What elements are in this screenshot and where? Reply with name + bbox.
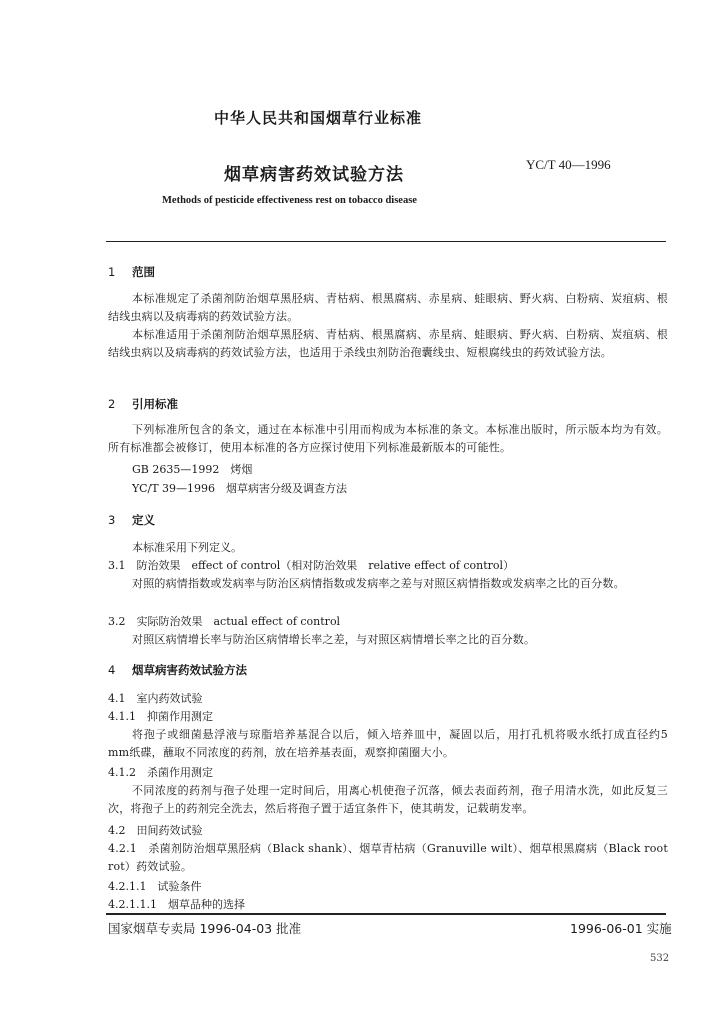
header-divider xyxy=(106,241,666,242)
section-3-intro: 本标准采用下列定义。 xyxy=(132,541,242,554)
definition-3-1-heading: 3.1 防治效果 effect of control（相对防治效果 relative effect of control） xyxy=(108,559,515,572)
subsection-4-1-2-body: 不同浓度的药剂与孢子处理一定时间后，用离心机使孢子沉落，倾去表面药剂，孢子用清水洗，如此反复三次，将孢子上的药剂完全洗去，然后将孢子置于适宜条件下，使其萌发，记载萌发率。 xyxy=(108,784,668,815)
subsection-4-1-1-body: 将孢子或细菌悬浮液与琼脂培养基混合以后，倾入培养皿中，凝固以后，用打孔机将吸水纸打成直径约5 mm纸碟，蘸取不同浓度的药剂，放在培养基表面，观察抑菌圈大小。 xyxy=(108,728,668,759)
footer-divider xyxy=(106,913,666,915)
section-title: 引用标准 xyxy=(132,397,178,411)
section-1-paragraph-2: 本标准适用于杀菌剂防治烟草黑胫病、青枯病、根黑腐病、赤星病、蛙眼病、野火病、白粉病、炭疽病、根结线虫病以及病毒病的药效试验方法，也适用于杀线虫剂防治孢囊线虫、短根腐线虫的药效试验方法。 xyxy=(108,328,668,359)
subsection-4-2-1-body: 4.2.1 杀菌剂防治烟草黑胫病（Black shank）、烟草青枯病（Granuville wilt）、烟草根黑腐病（Black root rot）药效试验。 xyxy=(108,842,668,873)
subsection-4-1: 4.1 室内药效试验 xyxy=(108,692,203,705)
section-2-paragraph: 下列标准所包含的条文，通过在本标准中引用而构成为本标准的条文。本标准出版时，所示版本均为有效。所有标准都会被修订，使用本标准的各方应探讨使用下列标准最新版本的可能性。 xyxy=(108,423,668,454)
subsection-4-2: 4.2 田间药效试验 xyxy=(108,824,203,837)
section-title: 烟草病害药效试验方法 xyxy=(132,663,247,677)
reference-gb2635: GB 2635—1992 烤烟 xyxy=(132,463,253,476)
definition-3-2-body: 对照区病情增长率与防治区病情增长率之差，与对照区病情增长率之比的百分数。 xyxy=(132,633,536,646)
english-title: Methods of pesticide effectiveness rest on tobacco disease xyxy=(162,195,417,206)
section-3-heading xyxy=(108,512,155,528)
subsection-4-1-1: 4.1.1 抑菌作用测定 xyxy=(108,710,213,723)
section-2-heading xyxy=(108,396,178,412)
definition-3-2-heading: 3.2 实际防治效果 actual effect of control xyxy=(108,615,341,628)
page-number: 532 xyxy=(650,953,670,964)
document-title: 烟草病害药效试验方法 xyxy=(224,165,404,185)
section-1-paragraph-1: 本标准规定了杀菌剂防治烟草黑胫病、青枯病、根黑腐病、赤星病、蛙眼病、野火病、白粉病、炭疽病、根结线虫病以及病毒病的药效试验方法。 xyxy=(108,292,668,323)
subsection-4-2-1-1-1: 4.2.1.1.1 烟草品种的选择 xyxy=(108,898,245,911)
section-title: 定义 xyxy=(132,513,155,527)
section-number: 2 xyxy=(108,397,116,411)
implementation-date: 1996-06-01 实施 xyxy=(570,921,672,936)
subsection-4-1-2: 4.1.2 杀菌作用测定 xyxy=(108,766,213,779)
section-number: 1 xyxy=(108,265,116,279)
definition-3-1-body: 对照的病情指数或发病率与防治区病情指数或发病率之差与对照区病情指数或发病率之比的百分数。 xyxy=(132,577,625,590)
section-title: 范围 xyxy=(132,265,155,279)
section-4-heading xyxy=(108,662,247,678)
reference-yct39: YC/T 39—1996 烟草病害分级及调查方法 xyxy=(132,482,348,495)
standard-category: 中华人民共和国烟草行业标准 xyxy=(213,109,422,127)
section-number: 4 xyxy=(108,663,116,677)
section-1-heading xyxy=(108,264,155,280)
subsection-4-2-1-1: 4.2.1.1 试验条件 xyxy=(108,880,202,893)
standard-code: YC/T 40—1996 xyxy=(526,157,611,172)
section-number: 3 xyxy=(108,513,116,527)
approval-line: 国家烟草专卖局 1996-04-03 批准 xyxy=(108,921,302,936)
